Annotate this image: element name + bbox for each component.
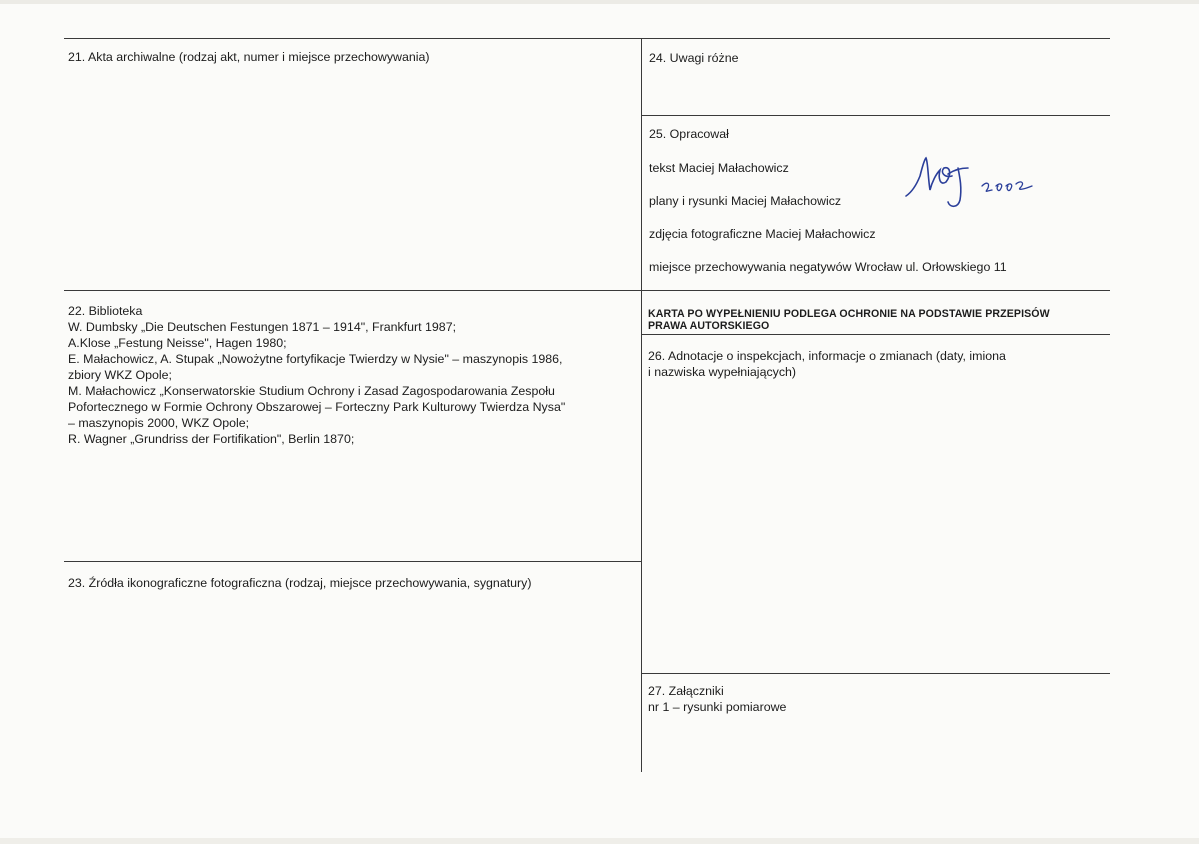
bibliography-line: Pofortecznego w Formie Ochrony Obszarowej – Forteczny Park Kulturowy Twierdza Nysa" [68, 400, 566, 414]
section-24-header: 24. Uwagi różne [649, 51, 739, 65]
bibliography-line: A.Klose „Festung Neisse", Hagen 1980; [68, 336, 287, 350]
top-rule [64, 38, 1110, 39]
column-divider [641, 38, 642, 772]
copyright-notice-line1: KARTA PO WYPEŁNIENIU PODLEGA OCHRONIE NA PODSTAWIE PRZEPISÓW [648, 308, 1050, 320]
bibliography-line: E. Małachowicz, A. Stupak „Nowożytne fortyfikacje Twierdzy w Nysie" – maszynopis 1986, [68, 352, 563, 366]
section-26-header-line1: 26. Adnotacje o inspekcjach, informacje o zmianach (daty, imiona [648, 349, 1006, 363]
bibliography-line: W. Dumbsky „Die Deutschen Festungen 1871 – 1914", Frankfurt 1987; [68, 320, 457, 334]
bibliography-line: R. Wagner „Grundriss der Fortifikation", Berlin 1870; [68, 432, 355, 446]
section-21-header: 21. Akta archiwalne (rodzaj akt, numer i miejsce przechowywania) [68, 50, 430, 64]
scan-edge-top [0, 0, 1199, 4]
plans-author: plany i rysunki Maciej Małachowicz [649, 194, 842, 208]
rule-after-21 [64, 290, 1110, 291]
bibliography-line: M. Małachowicz „Konserwatorskie Studium Ochrony i Zasad Zagospodarowania Zespołu [68, 384, 555, 398]
attachment-item: nr 1 – rysunki pomiarowe [648, 700, 787, 714]
handwritten-signature [900, 152, 1040, 214]
rule-after-26 [641, 673, 1110, 674]
rule-after-22 [64, 561, 641, 562]
bibliography-line: – maszynopis 2000, WKZ Opole; [68, 416, 250, 430]
bibliography-line: zbiory WKZ Opole; [68, 368, 172, 382]
section-27-header: 27. Załączniki [648, 684, 724, 698]
scan-edge-bottom [0, 838, 1199, 844]
rule-after-copyright [641, 334, 1110, 335]
negatives-location: miejsce przechowywania negatywów Wrocław ul. Orłowskiego 11 [649, 260, 1007, 274]
section-23-header: 23. Źródła ikonograficzne fotograficzna (rodzaj, miejsce przechowywania, sygnatury) [68, 576, 532, 590]
text-author: tekst Maciej Małachowicz [649, 161, 789, 175]
section-25-header: 25. Opracował [649, 127, 729, 141]
copyright-notice-line2: PRAWA AUTORSKIEGO [648, 320, 770, 332]
photos-author: zdjęcia fotograficzne Maciej Małachowicz [649, 227, 876, 241]
section-22-header: 22. Biblioteka [68, 304, 143, 318]
section-26-header-line2: i nazwiska wypełniających) [648, 365, 797, 379]
rule-after-24 [641, 115, 1110, 116]
